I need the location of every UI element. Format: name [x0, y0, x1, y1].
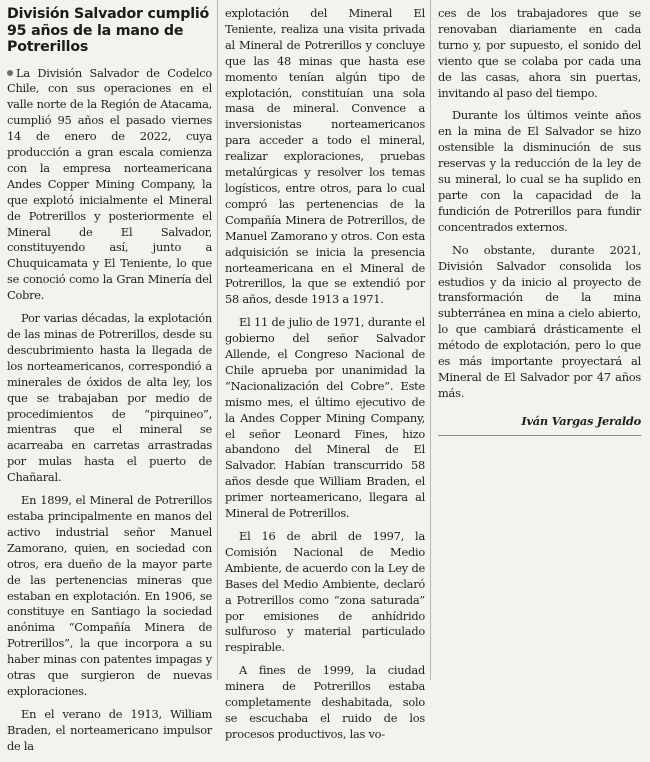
paragraph: Durante los últimos veinte años en la mina de El Salvador se hizo ostensible la disminución de sus reservas y la reducción de la ley de su mineral, lo cual se ha suplido en parte con la capacidad de la fundición de Potrerillos para fundir concentrados externos. — [438, 108, 641, 234]
column-divider — [217, 0, 218, 680]
paragraph: No obstante, durante 2021, División Salvador consolida los estudios y da inicio al proyecto de transformación de la mina subterránea en mina a cielo abierto, lo que cambiará drásticamente el método de explotación, pero lo que es más importante proyectará al Mineral de El Salvador por 47 años más. — [438, 242, 641, 400]
article-column-2 — [225, 6, 425, 750]
paragraph: El 11 de julio de 1971, durante el gobierno del señor Salvador Allende, el Congreso Nacional de Chile aprueba por unanimidad la “Nacionalización del Cobre”. Este mismo mes, el último ejecutivo de la Andes Copper Mining Company, el señor Leonard Fines, hizo abandono del Mineral de El Salvador. Habían transcurrido 58 años desde que William Braden, el primer norteamericano, llegara al Mineral de Potrerillos. — [225, 315, 425, 521]
paragraph — [7, 66, 212, 305]
headline: División Salvador cumplió 95 años de la mano de Potrerillos — [7, 6, 210, 55]
end-rule — [438, 435, 641, 436]
paragraph: ces de los trabajadores que se renovaban diariamente en cada turno y, por supuesto, el sonido del viento que se colaba por cada una de las casas, ahora sin puertas, invitando al paso del tiempo. — [438, 6, 641, 100]
article-column-1 — [7, 6, 212, 762]
paragraph: En 1899, el Mineral de Potrerillos estaba principalmente en manos del activo industrial señor Manuel Zamorano, quien, en sociedad con otros, era dueño de la mayor parte de las pertenencias mineras que estaban en explotación. En 1906, se constituye en Santiago la sociedad anónima “Compañía Minera de Potrerillos”, la que incorpora a su haber minas con patentes impagas y otras que surgieron de nuevas exploraciones. — [7, 493, 212, 698]
paragraph: En el verano de 1913, William Braden, el norteamericano impulsor de la — [7, 706, 212, 753]
article-column-3 — [438, 6, 641, 436]
paragraph-text: La División Salvador de Codelco Chile, con sus operaciones en el valle norte de la Región de Atacama, cumplió 95 años el pasado viernes 14 de enero de 2022, cuya producción a gran escala comienza con la empresa norteamericana Andes Copper Mining Company, la que explotó inicialmente el Mineral de Potrerillos y posteriormente el Mineral de El Salvador, constituyendo así, junto a Chuquicamata y El Teniente, lo que se conoció como la Gran Minería del Cobre. — [7, 65, 212, 303]
column-divider — [430, 0, 431, 680]
paragraph: explotación del Mineral El Teniente, realiza una visita privada al Mineral de Potrerillos y concluye que las 48 minas que hasta ese momento tenían algún tipo de explotación, constituían una sola masa de mineral. Convence a inversionistas norteamericanos para acceder a todo el mineral, realizar exploraciones, pruebas metalúrgicas y resolver los temas logísticos, entre otros, para lo cual compró las pertenencias de la Compañía Minera de Potrerillos, de Manuel Zamorano y otros. Con esta adquisición se inicia la presencia norteamericana en el Mineral de Potrerillos, la que se extendió por 58 años, desde 1913 a 1971. — [225, 6, 425, 307]
paragraph: Por varias décadas, la explotación de las minas de Potrerillos, desde su descubrimiento hasta la llegada de los norteamericanos, correspondió a minerales de óxidos de alta ley, los que se trabajaban por medio de procedimientos de “pirquineo”, mientras que el mineral se acarreaba en carretas arrastradas por mulas hasta el puerto de Chañaral. — [7, 311, 212, 485]
paragraph: El 16 de abril de 1997, la Comisión Nacional de Medio Ambiente, de acuerdo con la Ley de Bases del Medio Ambiente, declaró a Potrerillos como “zona saturada” por emisiones de anhídrido sulfuroso y material particulado respirable. — [225, 529, 425, 655]
author-byline: Iván Vargas Jeraldo — [521, 413, 641, 428]
bullet-icon — [7, 70, 13, 76]
paragraph: A fines de 1999, la ciudad minera de Potrerillos estaba completamente deshabitada, solo se escuchaba el ruido de los procesos productivos, las vo- — [225, 663, 425, 741]
